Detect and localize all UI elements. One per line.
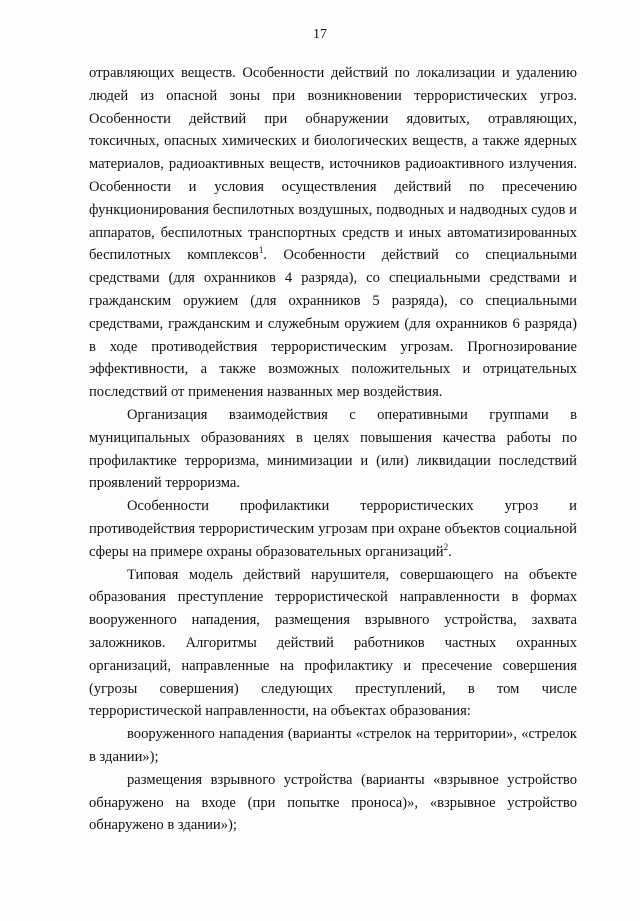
paragraph-1: отравляющих веществ. Особенности действий по локализации и удалению людей из опасной зоны при возникновении террористических угроз. Особенности действий при обнаружении ядовитых, отравляющих, токсичных, опасных химических и биологических веществ, а также ядерных материалов, радиоактивных веществ, источников радиоактивного излучения. Особенности и условия осуществления действий по пресечению функционирования беспилотных воздушных, подводных и надводных судов и аппаратов, беспилотных транспортных средств и иных автоматизированных беспилотных комплексов$^1$. Особенности действий со специальными средствами (для охранников 4 разряда), со специальными средствами и гражданским оружием (для охранников 5 разряда), со специальными средствами, гражданским и служебным оружием (для охранников 6 разряда) в ходе противодействия террористическим угрозам. Прогнозирование эффективности, а также возможных положительных и отрицательных последствий от применения названных мер воздействия. — [89, 65, 578, 401]
footnote-marker-2[interactable]: 2 — [443, 541, 449, 552]
paragraph-4: Типовая модель действий нарушителя, совершающего на объекте образования преступление террористической направленности в формах вооруженного нападения, размещения взрывного устройства, захвата заложников. Алгоритмы действий работников частных охранных организаций, направленные на профилактику и пресечение совершения (угрозы совершения) следующих преступлений, в том числе террористической направленности, на объектах образования: — [89, 566, 577, 720]
page-number: 17 — [313, 27, 327, 42]
paragraph-5: вооруженного нападения (варианты «стрелок на территории», «стрелок в здании»); — [89, 726, 577, 765]
paragraph-6: размещения взрывного устройства (варианты «взрывное устройство обнаружено на входе (при попытке проноса)», «взрывное устройство обнаружено в здании»); — [89, 771, 577, 834]
paragraph-2: Организация взаимодействия с оперативными группами в муниципальных образованиях в целях повышения качества работы по профилактике терроризма, минимизации и (или) ликвидации последствий проявлений терроризма. — [89, 406, 577, 492]
body-text — [89, 62, 577, 837]
paragraph-3: Особенности профилактики террористических угроз и противодействия террористическим угрозам при охране объектов социальной сферы на примере охраны образовательных организаций$^2$. — [89, 498, 577, 560]
footnote-marker-1[interactable]: 1 — [258, 245, 264, 256]
